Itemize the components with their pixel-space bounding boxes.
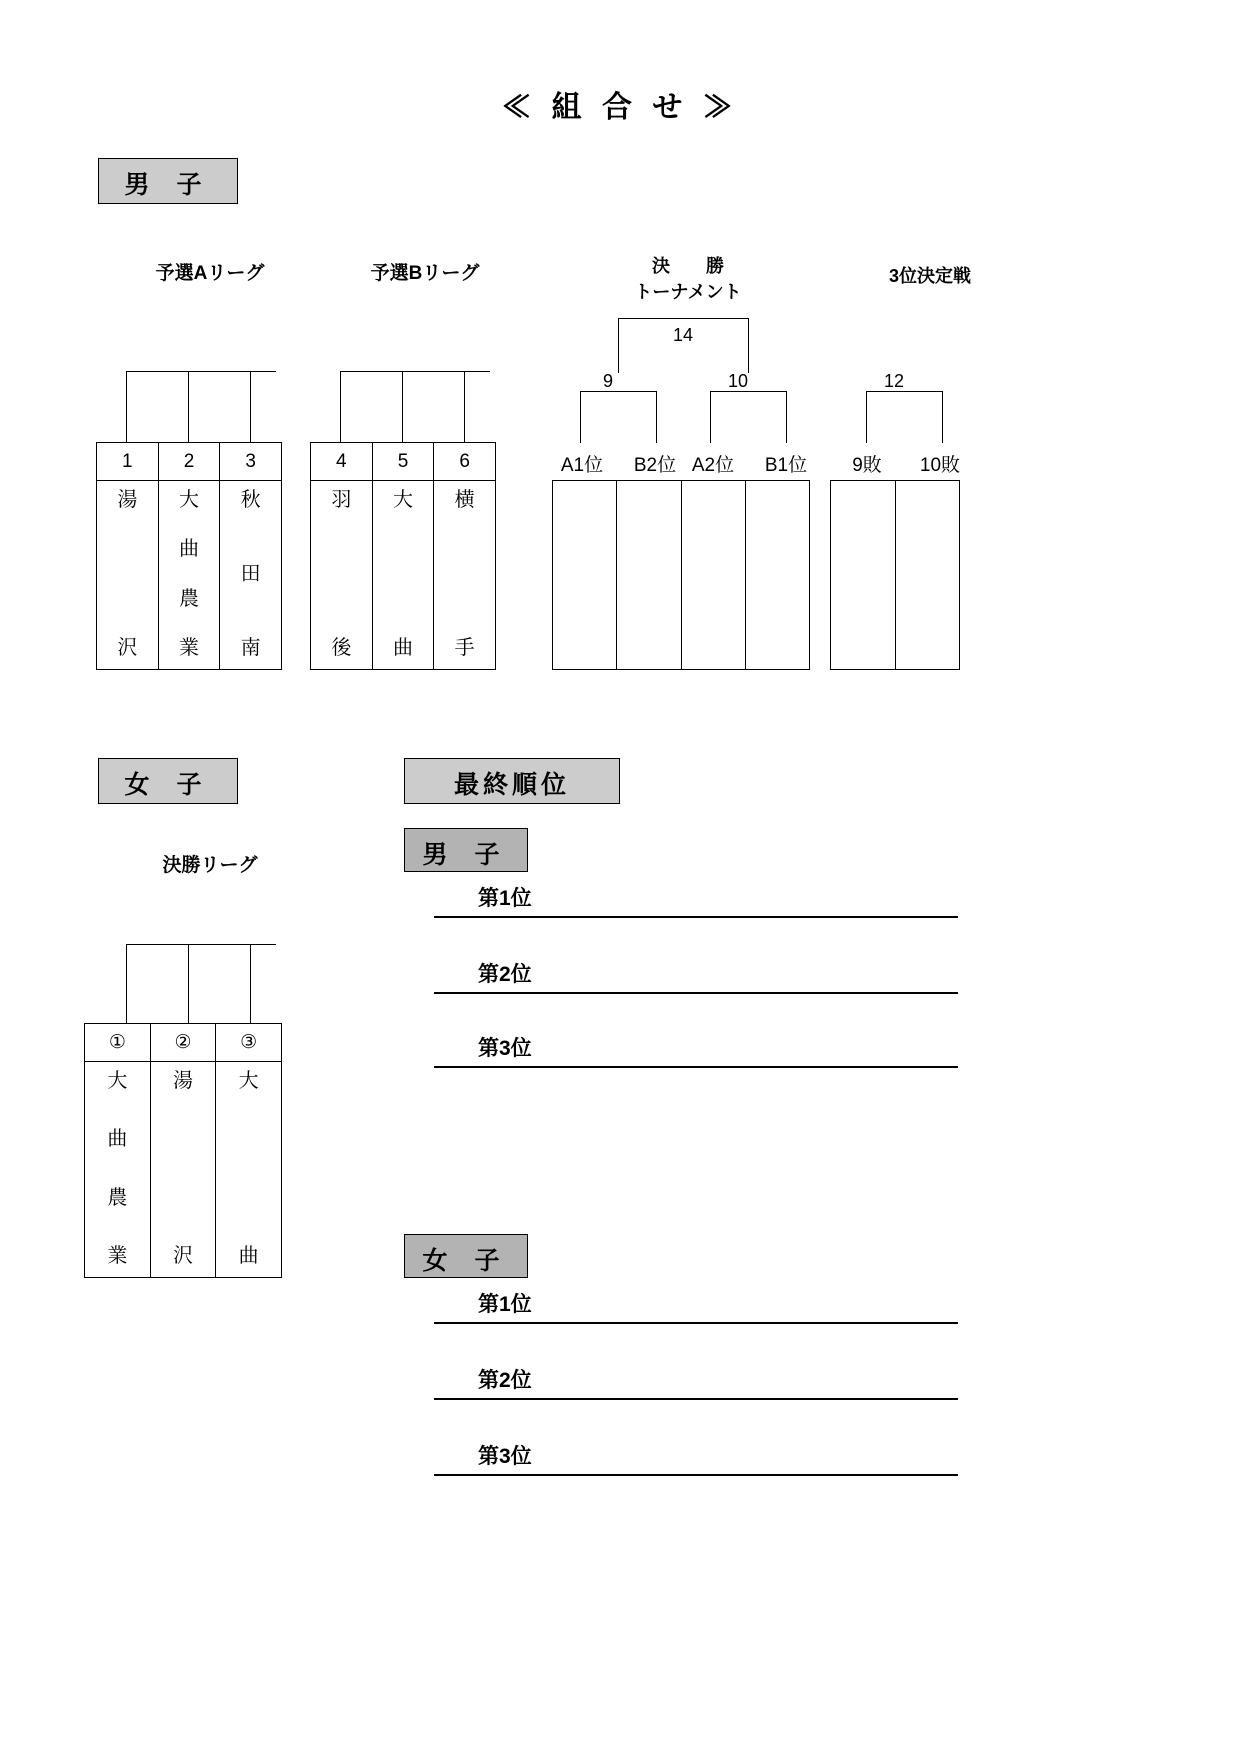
womens-league-number-2: ②: [151, 1024, 217, 1061]
womens-rank-1-label: 第1位: [478, 1293, 532, 1316]
section-label-mens: 男 子: [98, 158, 238, 204]
league-a-team-3-char-bottom: 南: [240, 637, 261, 659]
section-label-womens: 女 子: [98, 758, 238, 804]
womens-rank-1-line[interactable]: [434, 1322, 958, 1324]
womens-rank-2-line[interactable]: [434, 1398, 958, 1400]
third-place-slot-9-loser: 9敗: [852, 455, 882, 476]
league-a-team-row: [97, 481, 281, 670]
league-a-team-2-char-bottom: 業: [179, 636, 199, 659]
womens-league-team-3-char-top: 大: [238, 1070, 259, 1092]
league-a-team-2-char-mid1: 曲: [179, 538, 199, 561]
league-a-number-2: 2: [159, 443, 221, 480]
womens-league-team-2-char-top: 湯: [173, 1070, 193, 1092]
league-b-number-5: 5: [373, 443, 435, 480]
tournament-score-col-3[interactable]: [682, 481, 746, 669]
mens-rank-3-line[interactable]: [434, 1066, 958, 1068]
final-standings-mens-label: 男 子: [404, 828, 528, 872]
womens-league-team-1-char-mid2: 農: [107, 1186, 128, 1209]
tournament-score-col-2[interactable]: [617, 481, 681, 669]
tournament-semi-number-9: 9: [602, 371, 613, 391]
third-place-match-number: 12: [883, 371, 905, 391]
league-a-team-2: [159, 481, 221, 670]
heading-tournament-top: 決 勝: [652, 256, 724, 276]
third-place-score-col-2[interactable]: [896, 481, 960, 669]
womens-league-team-1-char-mid1: 曲: [107, 1128, 128, 1151]
womens-league-team-3-char-bottom: 曲: [238, 1245, 259, 1267]
womens-league-team-2: [151, 1062, 217, 1278]
heading-league-b: 予選Bリーグ: [370, 263, 480, 284]
womens-league-number-3: ③: [240, 1032, 258, 1053]
womens-league-team-row: [85, 1062, 281, 1278]
mens-rank-2-label: 第2位: [478, 963, 532, 986]
league-a-number-row: [97, 443, 281, 481]
league-b-team-4-char-bottom: 後: [331, 637, 352, 659]
womens-league-team-3: [216, 1062, 281, 1278]
league-a-team-3-char-top: 秋: [240, 489, 261, 511]
womens-league-team-1-char-bottom: 業: [107, 1244, 128, 1267]
mens-rank-1-line[interactable]: [434, 916, 958, 918]
womens-rank-2-label: 第2位: [478, 1369, 532, 1392]
final-standings-womens-label: 女 子: [404, 1234, 528, 1278]
heading-final-standings: 最終順位: [404, 758, 620, 804]
third-place-score-col-1[interactable]: [831, 481, 896, 669]
tournament-final-number: 14: [672, 325, 694, 345]
womens-league-table: [84, 1023, 282, 1278]
league-b-team-5-char-top: 大: [393, 489, 413, 511]
womens-league-team-1-char-top: 大: [107, 1070, 128, 1092]
league-a-team-1-char-top: 湯: [117, 489, 138, 511]
league-b-team-4: [311, 481, 373, 670]
womens-league-number-row: [85, 1024, 281, 1062]
third-place-slot-10-loser: 10敗: [919, 455, 961, 476]
league-b-team-6-char-top: 横: [454, 489, 475, 511]
womens-league-team-2-char-bottom: 沢: [173, 1245, 193, 1267]
league-b-team-row: [311, 481, 495, 670]
league-b-number-6: 6: [459, 450, 470, 472]
tournament-semi-number-10: 10: [727, 371, 749, 391]
league-b-team-5-char-bottom: 曲: [393, 637, 413, 659]
tournament-slot-a2: A2位: [691, 455, 735, 476]
heading-league-a: 予選Aリーグ: [155, 263, 265, 284]
heading-womens-final-league: 決勝リーグ: [162, 855, 258, 876]
mens-rank-1-label: 第1位: [478, 887, 532, 910]
page-title: ≪ 組 合 せ ≫: [501, 91, 739, 124]
heading-tournament-bottom: トーナメント: [634, 282, 742, 302]
tournament-score-grid[interactable]: [552, 480, 810, 670]
league-b-team-6-char-bottom: 手: [454, 637, 475, 659]
womens-league-number-1: ①: [85, 1024, 151, 1061]
league-b-number-4: 4: [311, 443, 373, 480]
heading-third-place: 3位決定戦: [888, 266, 971, 286]
league-b-team-6: [434, 481, 495, 670]
womens-league-team-1: [85, 1062, 151, 1278]
league-a-number-3: 3: [245, 450, 256, 472]
tournament-score-col-1[interactable]: [553, 481, 617, 669]
league-b-number-row: [311, 443, 495, 481]
league-a-number-1: 1: [97, 443, 159, 480]
league-a-team-1: [97, 481, 159, 670]
league-b-table: [310, 442, 496, 670]
league-a-team-2-char-top: 大: [179, 489, 199, 511]
league-a-table: [96, 442, 282, 670]
tournament-slot-b1: B1位: [764, 455, 808, 476]
tournament-slot-b2: B2位: [633, 455, 677, 476]
league-b-team-4-char-top: 羽: [331, 489, 352, 511]
league-a-team-2-char-mid2: 農: [179, 587, 199, 610]
womens-rank-3-line[interactable]: [434, 1474, 958, 1476]
mens-rank-2-line[interactable]: [434, 992, 958, 994]
tournament-score-col-4[interactable]: [746, 481, 809, 669]
mens-rank-3-label: 第3位: [478, 1037, 532, 1060]
third-place-score-grid[interactable]: [830, 480, 960, 670]
league-a-team-3-char-mid1: 田: [240, 563, 261, 585]
tournament-slot-a1: A1位: [560, 455, 604, 476]
womens-rank-3-label: 第3位: [478, 1445, 532, 1468]
league-a-team-3: [220, 481, 281, 670]
league-a-team-1-char-bottom: 沢: [117, 637, 138, 659]
league-b-team-5: [373, 481, 435, 670]
